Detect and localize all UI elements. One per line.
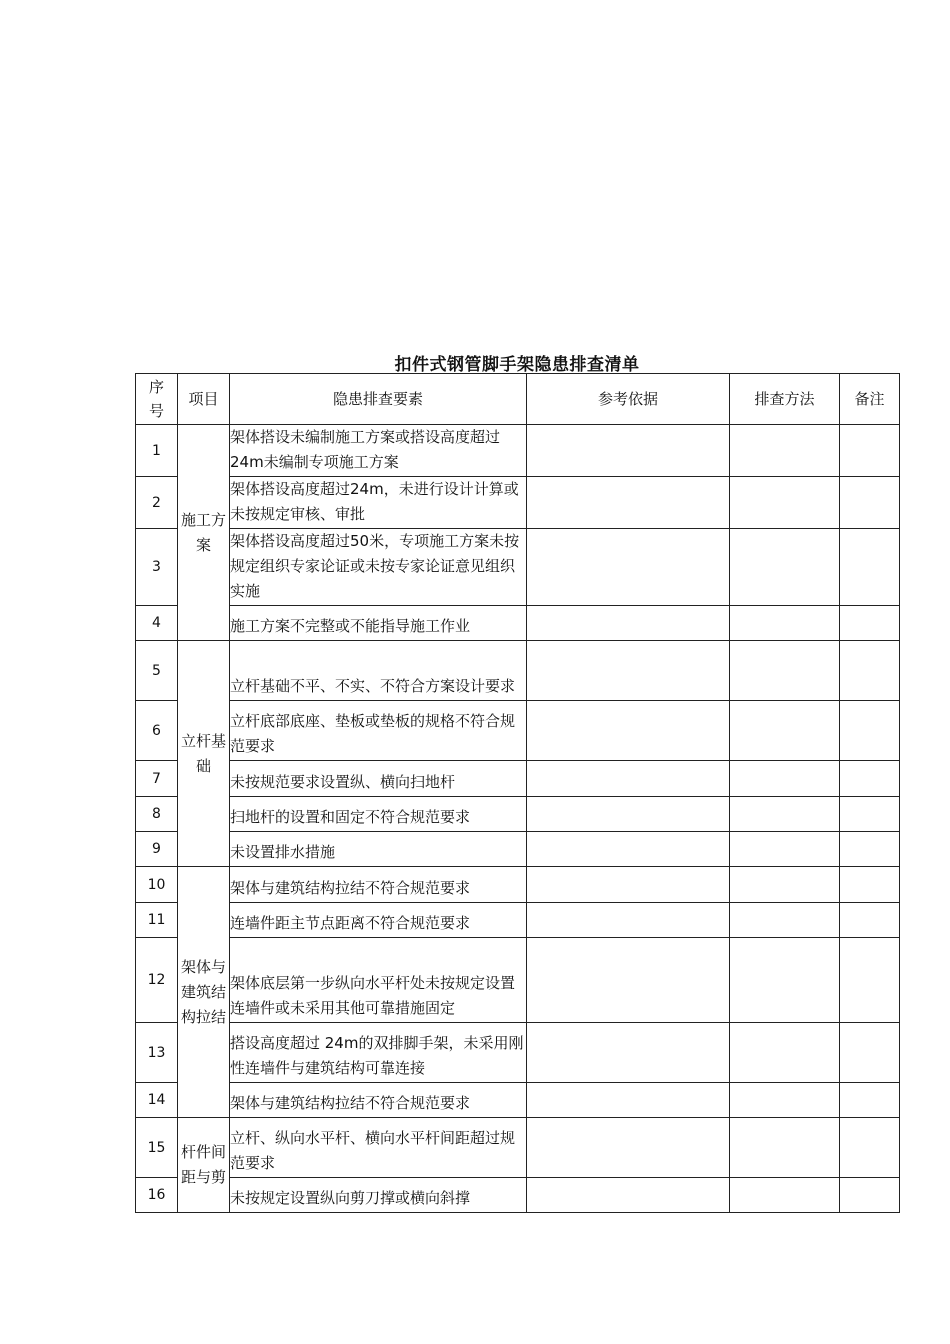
hazard-element: [230, 641, 527, 701]
remark-cell: [840, 867, 900, 903]
table-row: [136, 1023, 900, 1083]
hazard-text: 架体底层第一步纵向水平杆处未按规定设置连墙件或未采用其他可靠措施固定: [230, 974, 516, 1017]
hazard-element: [230, 425, 527, 477]
table-row: [136, 606, 900, 641]
hazard-element: [230, 1023, 527, 1083]
row-number: 3: [136, 529, 178, 606]
basis-cell: [527, 425, 730, 477]
table-row: [136, 529, 900, 606]
method-cell: [730, 425, 840, 477]
basis-cell: [527, 761, 730, 797]
table-row: [136, 641, 900, 701]
remark-cell: [840, 832, 900, 867]
table-row: [136, 1118, 900, 1178]
remark-cell: [840, 606, 900, 641]
row-number: 5: [136, 641, 178, 701]
method-cell: [730, 477, 840, 529]
method-cell: [730, 797, 840, 832]
remark-cell: [840, 1178, 900, 1213]
remark-cell: [840, 641, 900, 701]
row-number: 6: [136, 701, 178, 761]
hazard-text: 未按规定设置纵向剪刀撑或横向斜撑: [230, 1189, 471, 1207]
hazard-element: [230, 938, 527, 1023]
hazard-text: 立杆基础不平、不实、不符合方案设计要求: [230, 677, 516, 695]
hazard-text: 搭设高度超过 24m的双排脚手架，未采用刚性连墙件与建筑结构可靠连接: [230, 1034, 524, 1077]
table-row: [136, 761, 900, 797]
remark-cell: [840, 903, 900, 938]
hazard-text: 架体与建筑结构拉结不符合规范要求: [230, 1094, 471, 1112]
basis-cell: [527, 1178, 730, 1213]
row-number: 8: [136, 797, 178, 832]
row-number: 13: [136, 1023, 178, 1083]
hazard-element: [230, 903, 527, 938]
table-row: [136, 938, 900, 1023]
basis-cell: [527, 1118, 730, 1178]
header-basis: 参考依据: [527, 374, 730, 425]
remark-cell: [840, 1083, 900, 1118]
row-number: 1: [136, 425, 178, 477]
hazard-text: 施工方案不完整或不能指导施工作业: [230, 617, 471, 635]
hazard-element: [230, 1083, 527, 1118]
header-remark: 备注: [840, 374, 900, 425]
basis-cell: [527, 477, 730, 529]
table-row: [136, 797, 900, 832]
table-row: [136, 425, 900, 477]
row-number: 12: [136, 938, 178, 1023]
hazard-element: [230, 1178, 527, 1213]
category-construction-plan: 施工方案: [178, 425, 230, 641]
basis-cell: [527, 701, 730, 761]
hazard-text: 立杆、纵向水平杆、横向水平杆间距超过规范要求: [230, 1129, 516, 1172]
basis-cell: [527, 641, 730, 701]
basis-cell: [527, 606, 730, 641]
hazard-text: 架体搭设高度超过50米，专项施工方案未按规定组织专家论证或未按专家论证意见组织实施: [230, 532, 520, 600]
method-cell: [730, 641, 840, 701]
hazard-element: [230, 529, 527, 606]
basis-cell: [527, 832, 730, 867]
row-number: 11: [136, 903, 178, 938]
remark-cell: [840, 1023, 900, 1083]
remark-cell: [840, 477, 900, 529]
method-cell: [730, 867, 840, 903]
hazard-checklist-table: [135, 373, 900, 1213]
hazard-text: 未设置排水措施: [230, 843, 336, 861]
table-header-row: [136, 374, 900, 425]
document-title: 扣件式钢管脚手架隐患排查清单: [394, 355, 640, 375]
method-cell: [730, 606, 840, 641]
hazard-text: 架体与建筑结构拉结不符合规范要求: [230, 879, 471, 897]
table-row: [136, 701, 900, 761]
method-cell: [730, 1118, 840, 1178]
table-row: [136, 867, 900, 903]
method-cell: [730, 832, 840, 867]
category-pole-foundation: 立杆基础: [178, 641, 230, 867]
header-seq: 序号: [136, 374, 178, 425]
category-spacing-bracing: 杆件间距与剪: [178, 1118, 230, 1213]
remark-cell: [840, 938, 900, 1023]
row-number: 14: [136, 1083, 178, 1118]
table-row: [136, 477, 900, 529]
hazard-text: 架体搭设高度超过24m，未进行设计计算或未按规定审核、审批: [230, 480, 519, 523]
hazard-text: 连墙件距主节点距离不符合规范要求: [230, 914, 471, 932]
basis-cell: [527, 529, 730, 606]
header-method: 排查方法: [730, 374, 840, 425]
hazard-text: 未按规范要求设置纵、横向扫地杆: [230, 773, 456, 791]
remark-cell: [840, 761, 900, 797]
remark-cell: [840, 1118, 900, 1178]
method-cell: [730, 1083, 840, 1118]
table-row: [136, 1083, 900, 1118]
table-row: [136, 1178, 900, 1213]
method-cell: [730, 1178, 840, 1213]
remark-cell: [840, 529, 900, 606]
header-hazard: 隐患排查要素: [230, 374, 527, 425]
category-structure-tie: 架体与建筑结构拉结: [178, 867, 230, 1118]
hazard-element: [230, 1118, 527, 1178]
basis-cell: [527, 903, 730, 938]
method-cell: [730, 938, 840, 1023]
remark-cell: [840, 701, 900, 761]
row-number: 15: [136, 1118, 178, 1178]
remark-cell: [840, 797, 900, 832]
table-row: [136, 903, 900, 938]
row-number: 16: [136, 1178, 178, 1213]
row-number: 7: [136, 761, 178, 797]
row-number: 4: [136, 606, 178, 641]
basis-cell: [527, 867, 730, 903]
header-item: 项目: [178, 374, 230, 425]
table-row: [136, 832, 900, 867]
method-cell: [730, 761, 840, 797]
hazard-element: [230, 832, 527, 867]
hazard-text: 扫地杆的设置和固定不符合规范要求: [230, 808, 471, 826]
hazard-element: [230, 606, 527, 641]
basis-cell: [527, 797, 730, 832]
row-number: 10: [136, 867, 178, 903]
hazard-text: 立杆底部底座、垫板或垫板的规格不符合规范要求: [230, 712, 516, 755]
hazard-element: [230, 797, 527, 832]
hazard-element: [230, 477, 527, 529]
remark-cell: [840, 425, 900, 477]
method-cell: [730, 903, 840, 938]
hazard-element: [230, 867, 527, 903]
hazard-element: [230, 761, 527, 797]
hazard-element: [230, 701, 527, 761]
row-number: 9: [136, 832, 178, 867]
basis-cell: [527, 938, 730, 1023]
method-cell: [730, 701, 840, 761]
method-cell: [730, 1023, 840, 1083]
hazard-text: 架体搭设未编制施工方案或搭设高度超过24m未编制专项施工方案: [230, 428, 501, 471]
row-number: 2: [136, 477, 178, 529]
basis-cell: [527, 1083, 730, 1118]
basis-cell: [527, 1023, 730, 1083]
method-cell: [730, 529, 840, 606]
